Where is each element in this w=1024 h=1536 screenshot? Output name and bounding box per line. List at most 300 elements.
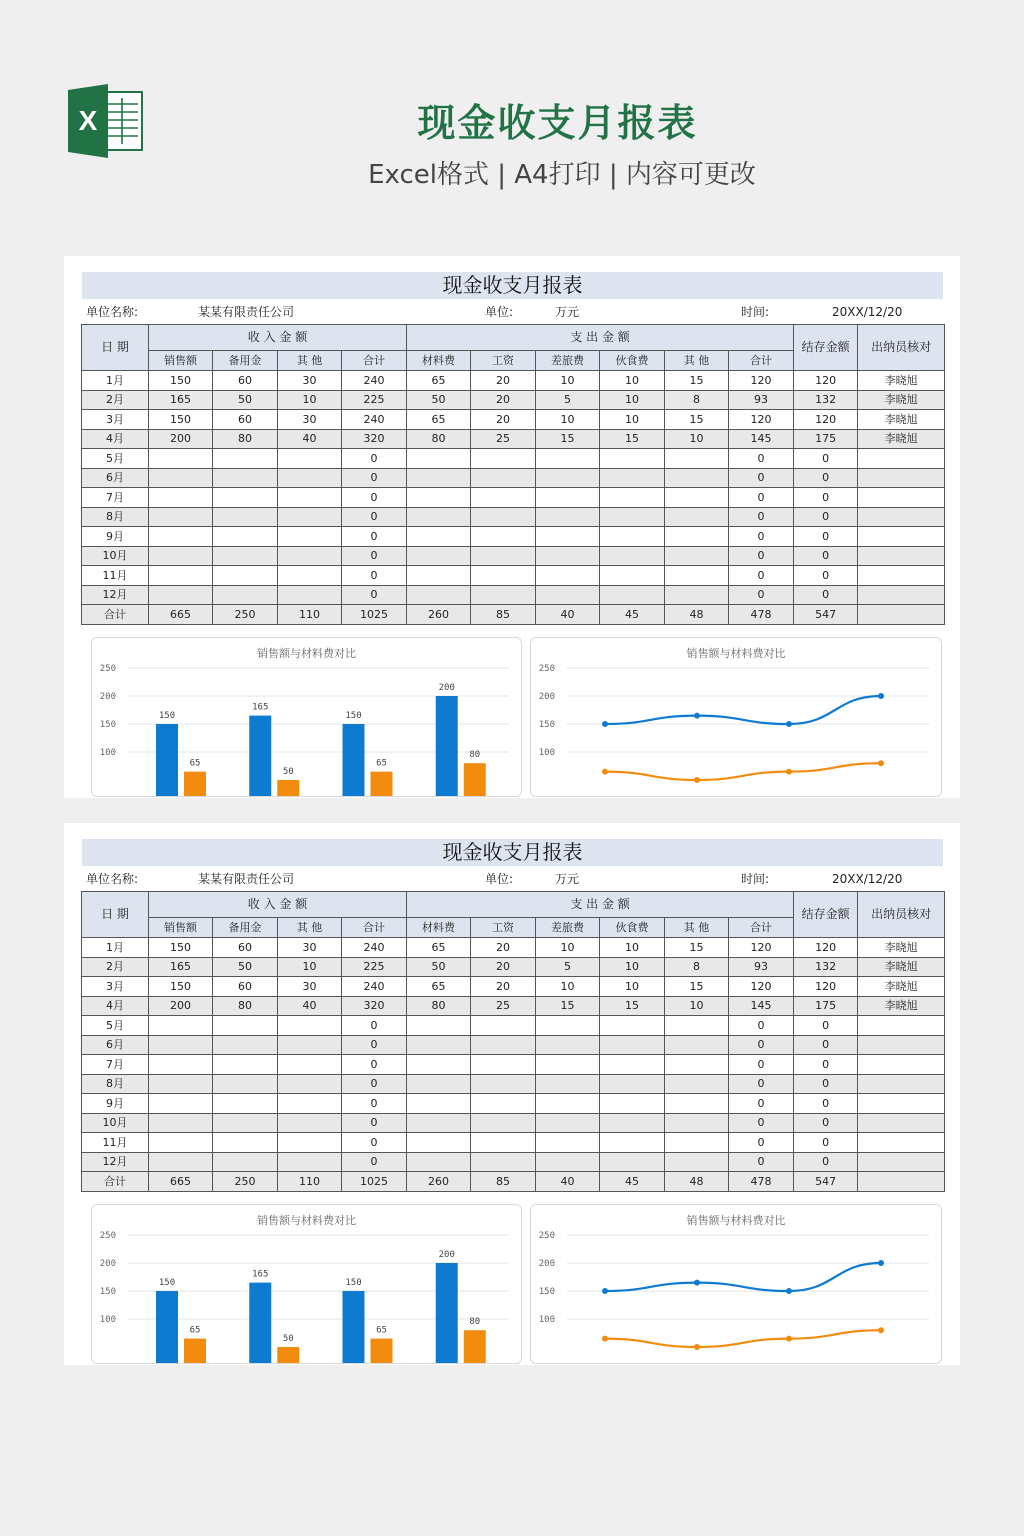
table-cell[interactable] [213,1055,278,1075]
table-cell[interactable] [858,1152,945,1172]
table-cell[interactable]: 10 [536,977,600,997]
table-cell[interactable] [407,1152,471,1172]
table-cell[interactable] [858,507,945,527]
table-cell[interactable]: 0 [342,566,407,586]
table-cell[interactable]: 李晓旭 [858,938,945,958]
table-cell[interactable] [858,546,945,566]
table-cell[interactable] [149,1152,213,1172]
table-cell[interactable]: 李晓旭 [858,977,945,997]
table-cell[interactable] [149,507,213,527]
table-cell[interactable] [600,1094,665,1114]
table-cell[interactable]: 11月 [82,566,149,586]
table-cell[interactable]: 0 [794,566,858,586]
table-cell[interactable] [536,1113,600,1133]
table-cell[interactable] [471,468,536,488]
table-cell[interactable] [471,566,536,586]
table-cell[interactable] [665,566,729,586]
total-cell[interactable]: 45 [600,1172,665,1192]
table-cell[interactable] [536,507,600,527]
table-cell[interactable]: 0 [729,527,794,547]
table-cell[interactable]: 5月 [82,1016,149,1036]
table-cell[interactable]: 5月 [82,449,149,469]
table-cell[interactable]: 10 [536,410,600,430]
table-cell[interactable]: 0 [729,1133,794,1153]
table-cell[interactable] [471,585,536,605]
table-cell[interactable]: 80 [213,429,278,449]
table-cell[interactable]: 65 [407,410,471,430]
table-cell[interactable]: 0 [342,1113,407,1133]
table-cell[interactable]: 80 [407,429,471,449]
table-cell[interactable]: 320 [342,429,407,449]
table-cell[interactable]: 60 [213,977,278,997]
table-cell[interactable]: 0 [342,585,407,605]
total-cell[interactable]: 48 [665,1172,729,1192]
table-cell[interactable]: 0 [342,1094,407,1114]
table-cell[interactable] [665,585,729,605]
table-cell[interactable]: 5 [536,390,600,410]
table-cell[interactable]: 0 [729,566,794,586]
table-cell[interactable] [600,1133,665,1153]
table-cell[interactable] [536,1074,600,1094]
table-cell[interactable] [600,449,665,469]
table-cell[interactable] [600,1074,665,1094]
table-cell[interactable]: 0 [342,546,407,566]
table-cell[interactable]: 0 [729,546,794,566]
table-cell[interactable]: 30 [278,977,342,997]
table-cell[interactable]: 10 [600,977,665,997]
table-cell[interactable]: 65 [407,371,471,391]
total-cell[interactable]: 665 [149,1172,213,1192]
table-cell[interactable]: 0 [342,527,407,547]
table-cell[interactable] [213,468,278,488]
table-cell[interactable] [665,1055,729,1075]
table-cell[interactable]: 20 [471,371,536,391]
table-cell[interactable] [278,585,342,605]
table-cell[interactable]: 10 [600,410,665,430]
table-cell[interactable]: 0 [729,1152,794,1172]
total-cell[interactable]: 1025 [342,1172,407,1192]
table-cell[interactable]: 240 [342,410,407,430]
table-cell[interactable] [278,527,342,547]
table-cell[interactable] [407,1016,471,1036]
total-cell[interactable]: 合计 [82,605,149,625]
table-cell[interactable]: 10 [536,938,600,958]
total-cell[interactable]: 260 [407,605,471,625]
table-cell[interactable]: 50 [407,957,471,977]
total-cell[interactable]: 85 [471,605,536,625]
total-cell[interactable]: 478 [729,605,794,625]
table-cell[interactable] [471,1055,536,1075]
table-cell[interactable] [471,1113,536,1133]
table-cell[interactable]: 120 [729,410,794,430]
table-cell[interactable]: 30 [278,371,342,391]
table-cell[interactable]: 10 [600,371,665,391]
table-cell[interactable]: 150 [149,410,213,430]
table-cell[interactable]: 0 [794,1035,858,1055]
table-cell[interactable]: 0 [794,1113,858,1133]
table-cell[interactable]: 25 [471,429,536,449]
total-cell[interactable]: 1025 [342,605,407,625]
table-cell[interactable] [213,488,278,508]
table-cell[interactable]: 0 [794,546,858,566]
table-cell[interactable]: 0 [794,1133,858,1153]
table-cell[interactable] [858,527,945,547]
table-cell[interactable] [278,1035,342,1055]
table-cell[interactable] [471,1152,536,1172]
table-cell[interactable] [858,585,945,605]
table-cell[interactable] [471,507,536,527]
table-cell[interactable] [600,1055,665,1075]
table-cell[interactable] [407,488,471,508]
table-cell[interactable]: 0 [794,527,858,547]
table-cell[interactable]: 15 [536,429,600,449]
table-cell[interactable] [278,546,342,566]
table-cell[interactable] [536,1152,600,1172]
total-cell[interactable]: 547 [794,605,858,625]
table-cell[interactable] [213,1113,278,1133]
table-cell[interactable]: 8 [665,390,729,410]
total-cell[interactable] [858,605,945,625]
table-cell[interactable] [407,1035,471,1055]
table-cell[interactable]: 40 [278,996,342,1016]
total-cell[interactable]: 110 [278,1172,342,1192]
table-cell[interactable]: 11月 [82,1133,149,1153]
table-cell[interactable] [407,566,471,586]
table-cell[interactable]: 李晓旭 [858,371,945,391]
total-cell[interactable]: 40 [536,1172,600,1192]
table-cell[interactable] [213,1094,278,1114]
table-cell[interactable]: 240 [342,938,407,958]
total-cell[interactable]: 478 [729,1172,794,1192]
table-cell[interactable]: 165 [149,390,213,410]
table-cell[interactable] [536,566,600,586]
table-cell[interactable] [471,527,536,547]
table-cell[interactable]: 60 [213,938,278,958]
table-cell[interactable]: 145 [729,996,794,1016]
table-cell[interactable] [213,449,278,469]
table-cell[interactable]: 65 [407,977,471,997]
table-cell[interactable]: 240 [342,371,407,391]
table-cell[interactable]: 8 [665,957,729,977]
table-cell[interactable]: 9月 [82,1094,149,1114]
table-cell[interactable]: 0 [729,507,794,527]
table-cell[interactable] [149,1133,213,1153]
table-cell[interactable] [278,1074,342,1094]
table-cell[interactable]: 20 [471,410,536,430]
table-cell[interactable] [407,449,471,469]
table-cell[interactable] [149,1016,213,1036]
table-cell[interactable]: 175 [794,429,858,449]
table-cell[interactable]: 7月 [82,1055,149,1075]
table-cell[interactable] [600,527,665,547]
total-cell[interactable]: 547 [794,1172,858,1192]
table-cell[interactable] [471,1074,536,1094]
table-cell[interactable]: 李晓旭 [858,390,945,410]
table-cell[interactable] [858,1133,945,1153]
table-cell[interactable]: 李晓旭 [858,957,945,977]
table-cell[interactable] [278,1113,342,1133]
table-cell[interactable]: 225 [342,390,407,410]
table-cell[interactable]: 50 [213,957,278,977]
table-cell[interactable] [600,585,665,605]
table-cell[interactable]: 20 [471,957,536,977]
table-cell[interactable] [858,1113,945,1133]
table-cell[interactable]: 8月 [82,507,149,527]
table-cell[interactable] [858,1035,945,1055]
table-cell[interactable] [665,488,729,508]
table-cell[interactable] [407,1133,471,1153]
table-cell[interactable]: 1月 [82,938,149,958]
table-cell[interactable] [536,1055,600,1075]
table-cell[interactable]: 12月 [82,1152,149,1172]
table-cell[interactable]: 0 [342,507,407,527]
table-cell[interactable] [471,1133,536,1153]
table-cell[interactable] [407,1055,471,1075]
total-cell[interactable]: 260 [407,1172,471,1192]
table-cell[interactable]: 6月 [82,468,149,488]
table-cell[interactable]: 150 [149,977,213,997]
total-cell[interactable]: 45 [600,605,665,625]
table-cell[interactable] [665,1016,729,1036]
table-cell[interactable] [536,527,600,547]
table-cell[interactable]: 30 [278,938,342,958]
total-cell[interactable]: 665 [149,605,213,625]
table-cell[interactable] [600,1016,665,1036]
total-cell[interactable]: 250 [213,605,278,625]
table-cell[interactable] [665,1113,729,1133]
table-cell[interactable]: 4月 [82,996,149,1016]
table-cell[interactable]: 9月 [82,527,149,547]
table-cell[interactable]: 93 [729,390,794,410]
table-cell[interactable] [536,488,600,508]
table-cell[interactable] [665,1035,729,1055]
table-cell[interactable]: 4月 [82,429,149,449]
table-cell[interactable]: 15 [665,410,729,430]
table-cell[interactable]: 0 [342,1133,407,1153]
table-cell[interactable] [536,1016,600,1036]
table-cell[interactable] [858,488,945,508]
table-cell[interactable] [213,507,278,527]
table-cell[interactable] [407,507,471,527]
table-cell[interactable] [407,527,471,547]
table-cell[interactable] [858,1016,945,1036]
table-cell[interactable] [149,527,213,547]
table-cell[interactable] [149,1113,213,1133]
table-cell[interactable]: 李晓旭 [858,410,945,430]
total-cell[interactable]: 40 [536,605,600,625]
table-cell[interactable] [471,1035,536,1055]
table-cell[interactable]: 10 [278,957,342,977]
total-cell[interactable] [858,1172,945,1192]
table-cell[interactable]: 93 [729,957,794,977]
table-cell[interactable] [600,1035,665,1055]
table-cell[interactable]: 200 [149,429,213,449]
table-cell[interactable]: 0 [729,1094,794,1114]
table-cell[interactable] [536,1133,600,1153]
table-cell[interactable] [858,566,945,586]
table-cell[interactable] [149,449,213,469]
total-cell[interactable]: 85 [471,1172,536,1192]
table-cell[interactable]: 0 [729,1055,794,1075]
table-cell[interactable] [407,1094,471,1114]
table-cell[interactable]: 120 [729,977,794,997]
table-cell[interactable]: 0 [729,585,794,605]
table-cell[interactable] [858,1074,945,1094]
table-cell[interactable]: 0 [794,1016,858,1036]
table-cell[interactable]: 15 [665,977,729,997]
table-cell[interactable]: 10 [278,390,342,410]
table-cell[interactable]: 132 [794,390,858,410]
table-cell[interactable] [665,468,729,488]
table-cell[interactable] [665,507,729,527]
table-cell[interactable]: 175 [794,996,858,1016]
table-cell[interactable]: 0 [729,468,794,488]
table-cell[interactable] [600,1152,665,1172]
table-cell[interactable] [536,449,600,469]
table-cell[interactable]: 1月 [82,371,149,391]
table-cell[interactable]: 320 [342,996,407,1016]
table-cell[interactable] [471,1016,536,1036]
table-cell[interactable] [278,1152,342,1172]
table-cell[interactable]: 60 [213,410,278,430]
table-cell[interactable]: 0 [342,1152,407,1172]
table-cell[interactable] [600,546,665,566]
table-cell[interactable]: 15 [536,996,600,1016]
table-cell[interactable]: 6月 [82,1035,149,1055]
table-cell[interactable]: 65 [407,938,471,958]
table-cell[interactable] [278,1133,342,1153]
table-cell[interactable] [407,1074,471,1094]
table-cell[interactable]: 0 [729,488,794,508]
table-cell[interactable]: 10月 [82,546,149,566]
table-cell[interactable]: 0 [342,1016,407,1036]
table-cell[interactable]: 0 [794,507,858,527]
table-cell[interactable] [471,1094,536,1114]
table-cell[interactable] [407,1113,471,1133]
table-cell[interactable]: 0 [729,1016,794,1036]
table-cell[interactable] [665,527,729,547]
table-cell[interactable] [665,1152,729,1172]
table-cell[interactable]: 0 [342,468,407,488]
table-cell[interactable] [858,1055,945,1075]
table-cell[interactable]: 0 [342,449,407,469]
table-cell[interactable]: 0 [794,585,858,605]
table-cell[interactable]: 60 [213,371,278,391]
table-cell[interactable] [600,488,665,508]
table-cell[interactable] [213,1133,278,1153]
table-cell[interactable]: 0 [729,1113,794,1133]
table-cell[interactable]: 0 [794,1094,858,1114]
table-cell[interactable] [278,1055,342,1075]
table-cell[interactable] [213,1074,278,1094]
table-cell[interactable] [149,1055,213,1075]
table-cell[interactable] [858,1094,945,1114]
table-cell[interactable] [149,488,213,508]
table-cell[interactable]: 80 [407,996,471,1016]
total-cell[interactable]: 110 [278,605,342,625]
table-cell[interactable] [149,546,213,566]
table-cell[interactable]: 240 [342,977,407,997]
table-cell[interactable]: 0 [342,1035,407,1055]
table-cell[interactable]: 8月 [82,1074,149,1094]
table-cell[interactable]: 120 [794,938,858,958]
table-cell[interactable] [471,449,536,469]
table-cell[interactable]: 20 [471,938,536,958]
table-cell[interactable] [213,546,278,566]
table-cell[interactable]: 0 [794,1074,858,1094]
table-cell[interactable] [407,468,471,488]
table-cell[interactable]: 20 [471,977,536,997]
table-cell[interactable] [407,585,471,605]
table-cell[interactable] [278,566,342,586]
table-cell[interactable]: 2月 [82,390,149,410]
table-cell[interactable] [471,488,536,508]
table-cell[interactable] [665,1074,729,1094]
table-cell[interactable]: 0 [794,488,858,508]
table-cell[interactable] [665,1094,729,1114]
table-cell[interactable] [278,507,342,527]
table-cell[interactable] [600,566,665,586]
table-cell[interactable] [278,468,342,488]
table-cell[interactable]: 120 [794,977,858,997]
table-cell[interactable] [213,1035,278,1055]
table-cell[interactable]: 10 [600,938,665,958]
table-cell[interactable]: 0 [794,1055,858,1075]
table-cell[interactable]: 225 [342,957,407,977]
table-cell[interactable] [149,1094,213,1114]
table-cell[interactable]: 李晓旭 [858,429,945,449]
table-cell[interactable]: 3月 [82,977,149,997]
table-cell[interactable]: 30 [278,410,342,430]
table-cell[interactable]: 0 [729,1035,794,1055]
table-cell[interactable] [665,546,729,566]
table-cell[interactable]: 0 [794,449,858,469]
table-cell[interactable]: 0 [794,468,858,488]
table-cell[interactable] [213,527,278,547]
table-cell[interactable]: 165 [149,957,213,977]
table-cell[interactable]: 25 [471,996,536,1016]
total-cell[interactable]: 合计 [82,1172,149,1192]
table-cell[interactable]: 0 [342,1074,407,1094]
table-cell[interactable] [536,1094,600,1114]
table-cell[interactable] [278,1016,342,1036]
table-cell[interactable]: 120 [729,371,794,391]
table-cell[interactable]: 10 [600,957,665,977]
table-cell[interactable]: 15 [665,371,729,391]
table-cell[interactable] [536,585,600,605]
table-cell[interactable] [600,468,665,488]
table-cell[interactable] [213,1152,278,1172]
table-cell[interactable] [149,585,213,605]
table-cell[interactable] [149,1035,213,1055]
table-cell[interactable] [665,1133,729,1153]
table-cell[interactable] [536,468,600,488]
table-cell[interactable] [536,546,600,566]
table-cell[interactable]: 145 [729,429,794,449]
total-cell[interactable]: 48 [665,605,729,625]
table-cell[interactable] [149,1074,213,1094]
table-cell[interactable]: 50 [407,390,471,410]
table-cell[interactable]: 40 [278,429,342,449]
table-cell[interactable]: 150 [149,938,213,958]
table-cell[interactable]: 150 [149,371,213,391]
table-cell[interactable]: 132 [794,957,858,977]
table-cell[interactable] [600,1113,665,1133]
table-cell[interactable]: 120 [729,938,794,958]
table-cell[interactable] [665,449,729,469]
table-cell[interactable]: 李晓旭 [858,996,945,1016]
table-cell[interactable]: 200 [149,996,213,1016]
